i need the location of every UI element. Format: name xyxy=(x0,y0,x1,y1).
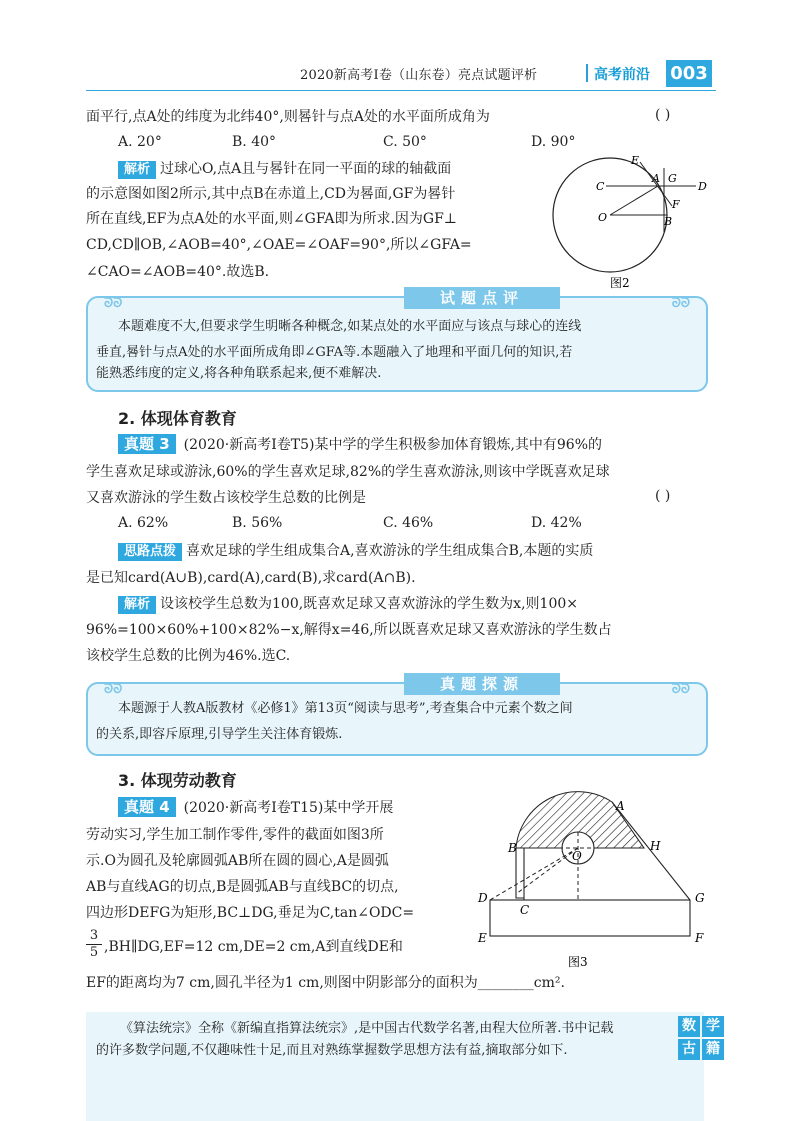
hint-line xyxy=(118,541,593,561)
label-f: F xyxy=(672,198,680,211)
question-line xyxy=(118,797,393,818)
question-line: 四边形DEFG为矩形,BC⊥DG,垂足为C,tan∠ODC= xyxy=(86,905,415,921)
label-o: O xyxy=(572,849,582,863)
label-o: O xyxy=(598,211,608,224)
segment-oa xyxy=(610,186,658,215)
question-line: 示.O为圆孔及轮廓圆弧AB所在圆的圆心,A是圆弧 xyxy=(86,853,389,869)
figure-3 xyxy=(476,790,716,975)
header-divider xyxy=(586,64,588,82)
source-box xyxy=(86,675,708,756)
label-f: F xyxy=(695,931,704,945)
label-c: C xyxy=(520,903,530,917)
label-h: H xyxy=(650,839,661,853)
decor-curl: ᘐᘐ xyxy=(104,682,123,697)
figure-2 xyxy=(548,148,718,293)
header-rule xyxy=(86,90,716,91)
option-c: C. 46% xyxy=(383,515,434,531)
answer-paren: ( ) xyxy=(655,107,671,123)
label-d: D xyxy=(478,891,488,905)
box-text-line: 能熟悉纬度的定义,将各种角联系起来,便不难解决. xyxy=(96,366,382,381)
question-line: 面平行,点A处的纬度为北纬40°,则晷针与点A处的水平面所成角为 xyxy=(86,109,490,125)
question-line xyxy=(118,434,602,455)
label-g: G xyxy=(668,172,677,185)
comment-box xyxy=(86,289,708,392)
side-char: 学 xyxy=(702,1016,724,1037)
hint-text: 喜欢足球的学生组成集合A,喜欢游泳的学生组成集合B,本题的实质 xyxy=(186,543,594,559)
running-header-title: 2020新高考Ⅰ卷（山东卷）亮点试题评析 xyxy=(300,68,538,83)
header-tag: 高考前沿 xyxy=(594,67,650,83)
box-text-line: 本题难度不大,但要求学生明晰各种概念,如某点处的水平面应与该点与球心的连线 xyxy=(118,319,582,334)
side-char: 数 xyxy=(678,1016,700,1037)
analysis-line: 所在直线,EF为点A处的水平面,则∠GFA即为所求.因为GF⊥ xyxy=(86,211,457,227)
side-badge xyxy=(678,1016,724,1060)
fraction-denominator: 5 xyxy=(89,945,99,960)
decor-curl: ᘐᘐ xyxy=(671,296,690,311)
box-title: 真题探源 xyxy=(404,673,560,695)
box-text-line: 本题源于人教A版教材《必修1》第13页“阅读与思考”,考查集合中元素个数之间 xyxy=(118,701,573,716)
question-text: (2020·新高考Ⅰ卷T15)某中学开展 xyxy=(183,800,394,816)
question-line: 劳动实习,学生加工制作零件,零件的截面如图3所 xyxy=(86,827,384,843)
analysis-line xyxy=(118,159,451,179)
figure-caption: 图3 xyxy=(568,955,588,969)
analysis-text: 设该校学生总数为100,既喜欢足球又喜欢游泳的学生数为x,则100× xyxy=(160,596,578,612)
option-a: A. 20° xyxy=(118,134,162,150)
box-text-line: 的关系,即容斥原理,引导学生关注体育锻炼. xyxy=(96,727,343,742)
section-heading: 2. 体现体育教育 xyxy=(118,409,237,428)
analysis-line xyxy=(118,594,578,614)
analysis-tag: 解析 xyxy=(118,161,156,179)
analysis-line: CD,CD∥OB,∠AOB=40°,∠OAE=∠OAF=90°,所以∠GFA= xyxy=(86,237,472,253)
label-g: G xyxy=(695,891,705,905)
label-e: E xyxy=(478,931,487,945)
label-c: C xyxy=(596,180,605,193)
side-char: 籍 xyxy=(702,1039,724,1060)
page-number: 003 xyxy=(666,60,712,87)
question-tag: 真题 4 xyxy=(118,797,176,817)
decor-curl: ᘐᘐ xyxy=(104,296,123,311)
question-tag: 真题 3 xyxy=(118,434,176,454)
analysis-line: 的示意图如图2所示,其中点B在赤道上,CD为晷面,GF为晷针 xyxy=(86,186,456,202)
analysis-line: 96%=100×60%+100×82%−x,解得x=46,所以既喜欢足球又喜欢游泳的学生数占 xyxy=(86,622,612,638)
option-d: D. 42% xyxy=(531,515,582,531)
figure-caption: 图2 xyxy=(610,276,630,290)
analysis-tag: 解析 xyxy=(118,596,156,614)
label-a: A xyxy=(616,799,625,813)
question-line: EF的距离均为7 cm,圆孔半径为1 cm,则图中阴影部分的面积为________cm². xyxy=(86,975,565,991)
question-line: AB与直线AG的切点,B是圆弧AB与直线BC的切点, xyxy=(86,879,399,895)
label-b: B xyxy=(508,841,517,855)
decor-curl: ᘐᘐ xyxy=(671,682,690,697)
label-d: D xyxy=(698,180,707,193)
label-e: E xyxy=(631,154,640,167)
question-line: ,BH∥DG,EF=12 cm,DE=2 cm,A到直线DE和 xyxy=(104,939,403,955)
fraction xyxy=(86,928,102,961)
option-a: A. 62% xyxy=(118,515,169,531)
label-a: A xyxy=(652,172,660,185)
bottom-panel xyxy=(86,1012,704,1121)
option-b: B. 56% xyxy=(232,515,283,531)
answer-paren: ( ) xyxy=(655,488,671,504)
question-line: 学生喜欢足球或游泳,60%的学生喜欢足球,82%的学生喜欢游泳,则该中学既喜欢足球 xyxy=(86,464,610,480)
option-c: C. 50° xyxy=(383,134,427,150)
section-heading: 3. 体现劳动教育 xyxy=(118,771,237,790)
question-line: 又喜欢游泳的学生数占该校学生总数的比例是 xyxy=(86,490,366,506)
side-char: 古 xyxy=(678,1039,700,1060)
bottom-text-line: 《算法统宗》全称《新编直指算法统宗》,是中国古代数学名著,由程大位所著.书中记载 xyxy=(120,1021,614,1036)
box-title: 试题点评 xyxy=(404,287,560,309)
analysis-line: 该校学生总数的比例为46%.选C. xyxy=(86,648,291,664)
option-b: B. 40° xyxy=(232,134,277,150)
hint-line: 是已知card(A∪B),card(A),card(B),求card(A∩B). xyxy=(86,570,416,586)
fraction-numerator: 3 xyxy=(86,928,102,945)
box-text-line: 垂直,晷针与点A处的水平面所成角即∠GFA等.本题融入了地理和平面几何的知识,若 xyxy=(96,345,573,360)
analysis-line: ∠CAO=∠AOB=40°.故选B. xyxy=(86,264,270,280)
bottom-text-line: 的许多数学问题,不仅趣味性十足,而且对熟练掌握数学思想方法有益,摘取部分如下. xyxy=(96,1043,568,1058)
option-d: D. 90° xyxy=(531,134,576,150)
hint-tag: 思路点拨 xyxy=(118,543,182,561)
analysis-text: 过球心O,点A且与晷针在同一平面的球的轴截面 xyxy=(160,161,452,177)
question-text: (2020·新高考Ⅰ卷T5)某中学的学生积极参加体育锻炼,其中有96%的 xyxy=(183,437,603,453)
label-b: B xyxy=(664,215,673,228)
